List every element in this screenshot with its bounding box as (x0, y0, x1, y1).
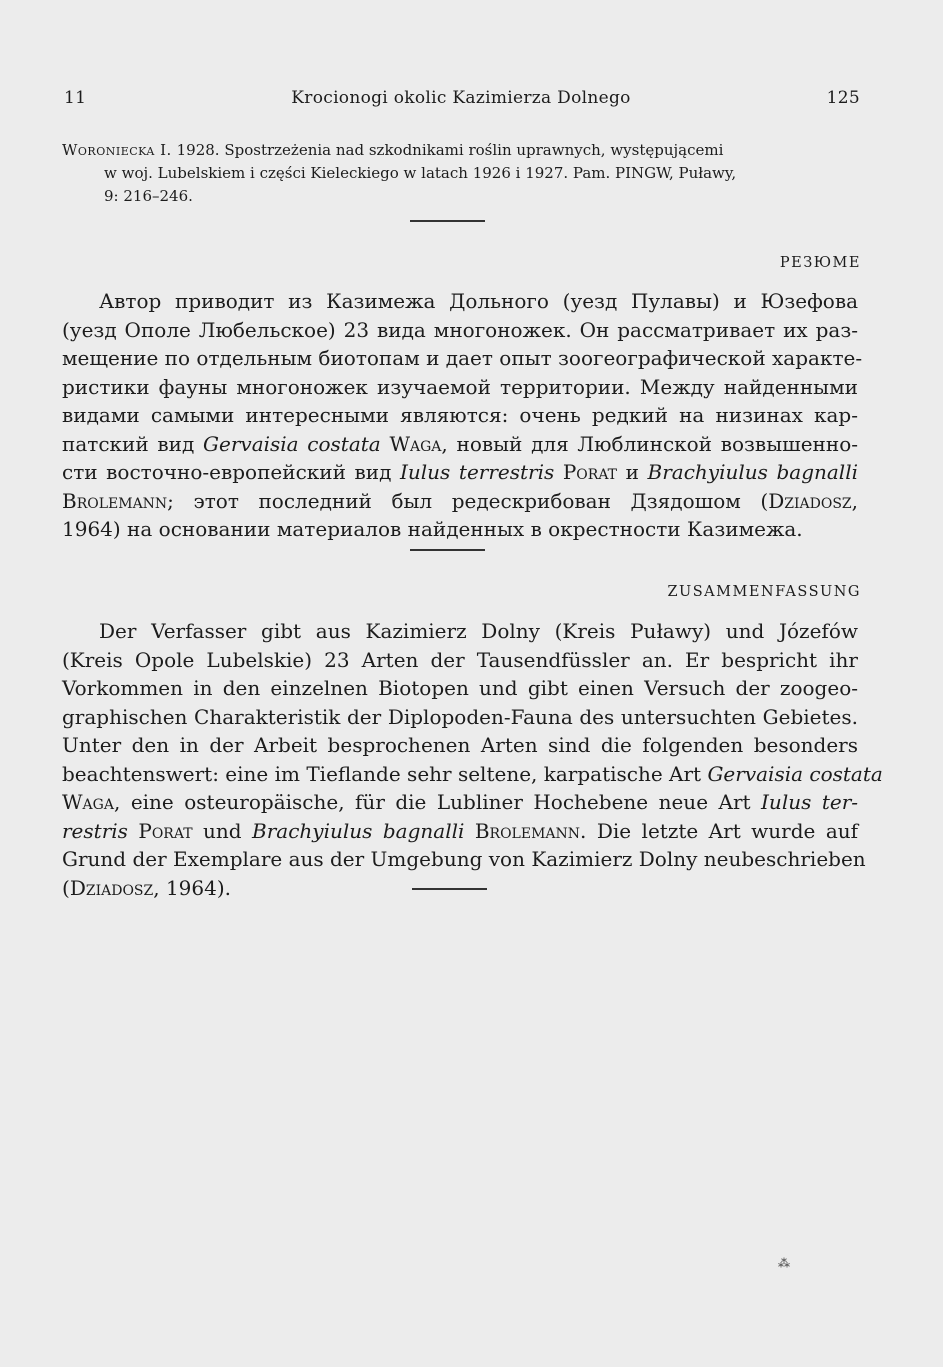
species-name: Gervaisia costata (707, 761, 883, 786)
page-number-left: 11 (64, 88, 87, 108)
resume-paragraph (62, 287, 863, 544)
author-name: Dziadosz, (768, 488, 859, 513)
species-name: Gervaisia costata (203, 431, 381, 456)
species-name: Iulus ter- (761, 790, 859, 814)
zf-line: (Dziadosz, 1964). (62, 875, 232, 900)
page-number-right: 125 (826, 88, 860, 108)
reference-text-2: w woj. Lubelskiem i części Kieleckiego w latach 1926 i 1927. Pam. PINGW, Puławy, (104, 164, 737, 182)
author-name: Porat (562, 460, 618, 484)
author-name: Porat (138, 818, 193, 843)
reference-text-3: 9: 216–246. (104, 187, 193, 205)
reference-text-1: 1928. Spostrzeżenia nad szkodnikami roślin uprawnych, występującemi (176, 141, 724, 159)
species-name: restris (62, 818, 128, 843)
author-name: Brolemann. (474, 818, 587, 843)
author-name: Dziadosz, (69, 875, 160, 900)
species-name: Brachyiulus bagnalli (647, 460, 858, 484)
resume-line: Автор приводит из Казимежа Дольного (уезд Пулавы) и Юзефова (99, 289, 858, 313)
running-header (62, 88, 860, 116)
bibliography-entry (62, 139, 868, 208)
author-name: Waga, (62, 790, 121, 814)
species-name: Brachyiulus bagnalli (252, 818, 465, 843)
resume-line: сти восточно-европейский вид Iulus terrestris Porat и Brachyiulus bagnalli (62, 460, 858, 484)
zf-line: restris Porat und Brachyiulus bagnalli Brolemann. Die letzte Art wurde auf (62, 818, 859, 843)
species-name: Iulus terrestris (400, 460, 555, 484)
zf-line: Unter den in der Arbeit besprochenen Arten sind die folgenden besonders (62, 733, 858, 757)
author-name: Brolemann; (62, 488, 174, 513)
author-name: Waga, (389, 431, 448, 456)
zf-line: (Kreis Opole Lubelskie) 23 Arten der Tausendfüssler an. Er bespricht ihr (62, 647, 858, 672)
zf-line: beachtenswert: eine im Tieflande sehr seltene, karpatische Art Gervaisia costata (62, 761, 883, 786)
zf-line: graphischen Charakteristik der Diplopoden-Fauna des untersuchten Gebietes. (62, 704, 858, 729)
resume-heading: РЕЗЮМЕ (779, 255, 861, 271)
zusammenfassung-paragraph (62, 617, 883, 902)
resume-line: патский вид Gervaisia costata Waga, новый для Люблинской возвышенно- (62, 431, 858, 456)
ink-speck: ⁂ (778, 1256, 790, 1270)
zf-line: Grund der Exemplare aus der Umgebung von Kazimierz Dolny neubeschrieben (62, 847, 866, 871)
reference-author: Woroniecka I. (62, 141, 172, 159)
resume-line: ристики фауны многоножек изучаемой территории. Между найденными (62, 374, 858, 399)
resume-line: 1964) на основании материалов найденных в окрестности Казимежа. (62, 517, 803, 541)
zf-line: Waga, eine osteuropäische, für die Lubliner Hochebene neue Art Iulus ter- (62, 790, 859, 814)
zusammenfassung-heading: ZUSAMMENFASSUNG (667, 584, 861, 600)
divider-rule (410, 549, 485, 551)
resume-line: Brolemann; этот последний был редескрибован Дзядошом (Dziadosz, (62, 488, 859, 513)
resume-line: видами самыми интересными являются: очень редкий на низинах кар- (62, 403, 858, 427)
running-title: Krocionogi okolic Kazimierza Dolnego (291, 88, 631, 108)
zf-line: Vorkommen in den einzelnen Biotopen und gibt einen Versuch der zoogeo- (62, 676, 858, 700)
resume-line: мещение по отдельным биотопам и дает опыт зоогеографической характе- (62, 346, 863, 370)
resume-line: (уезд Ополе Любельское) 23 вида многоножек. Он рассматривает их раз- (62, 317, 858, 342)
zf-line: Der Verfasser gibt aus Kazimierz Dolny (Kreis Puławy) und Józefów (99, 619, 858, 643)
divider-rule (412, 888, 487, 890)
divider-rule (410, 220, 485, 222)
